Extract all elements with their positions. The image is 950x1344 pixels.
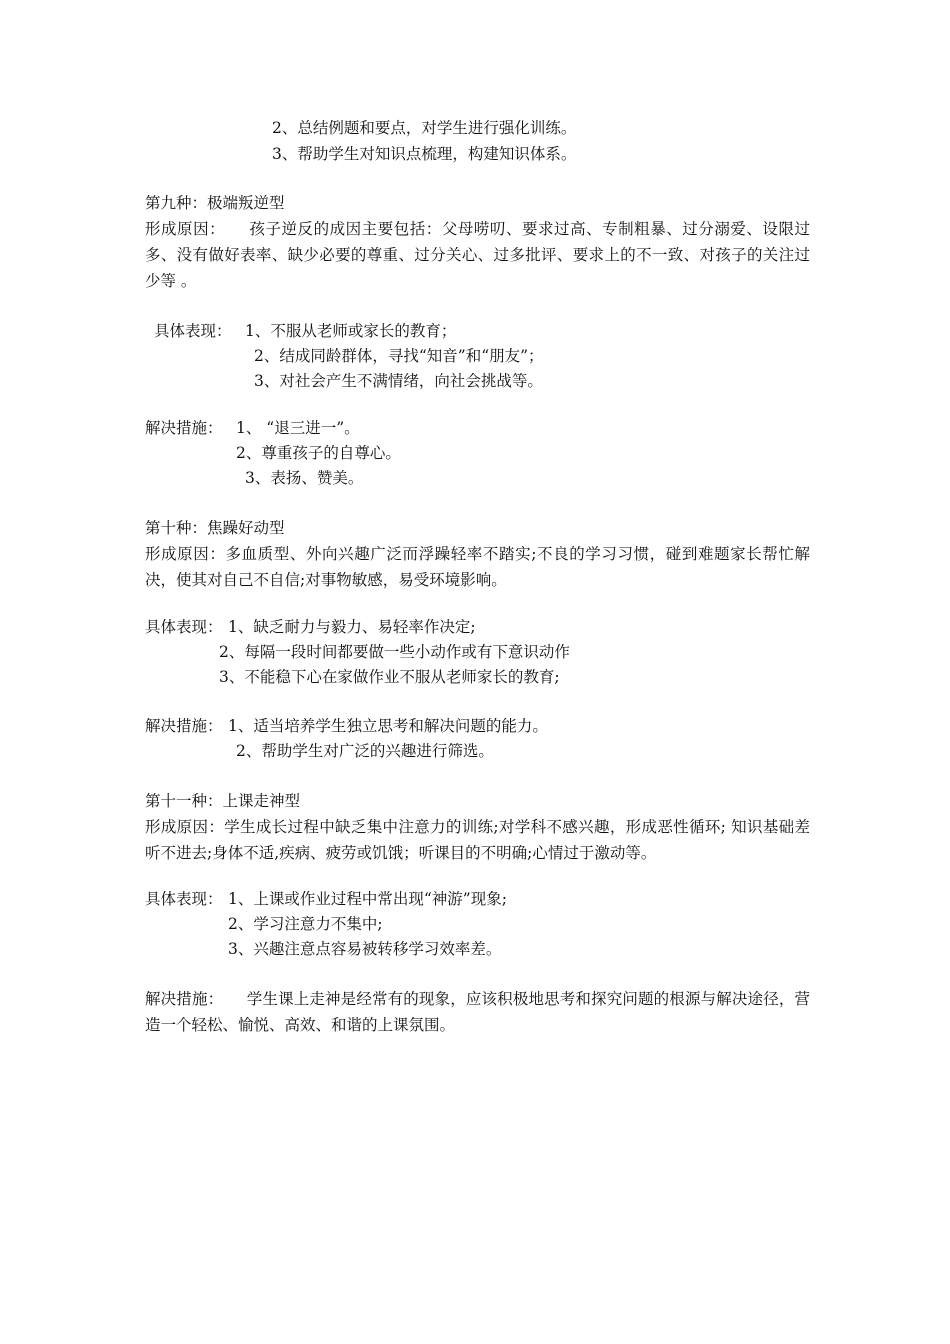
solution-paragraph: 解决措施： 学生课上走神是经常有的现象，应该积极地思考和探究问题的根源与解决途径，营造一个轻松、愉悦、高效、和谐的上课氛围。 [145, 990, 810, 1034]
list-item: 1、缺乏耐力与毅力、易轻率作决定; [228, 618, 476, 636]
list-item: 2、尊重孩子的自尊心。 [236, 444, 401, 462]
cause-paragraph: 形成原因：学生成长过程中缺乏集中注意力的训练;对学科不感兴趣，形成恶性循环; 知识基础差听不进去;身体不适,疾病、疲劳或饥饿；听课目的不明确;心情过于激动等。 [145, 818, 810, 862]
list-item: 1、适当培养学生独立思考和解决问题的能力。 [228, 717, 548, 735]
cause-paragraph: 形成原因： 孩子逆反的成因主要包括：父母唠叨、要求过高、专制粗暴、过分溺爱、设限过多、没有做好表率、缺少必要的尊重、过分关心、过多批评、要求上的不一致、对孩子的关注过少等 。 [145, 220, 810, 290]
expression-label: 具体表现： [145, 890, 223, 908]
list-item: 3、兴趣注意点容易被转移学习效率差。 [228, 940, 502, 958]
section-heading: 第十种：焦躁好动型 [145, 519, 285, 537]
list-item: 3、对社会产生不满情绪，向社会挑战等。 [254, 372, 543, 390]
list-item: 2、结成同龄群体，寻找“知音”和“朋友”； [254, 347, 544, 365]
solution-label: 解决措施： [145, 419, 223, 437]
list-item: 3、不能稳下心在家做作业不服从老师家长的教育; [219, 668, 560, 686]
list-item: 3、帮助学生对知识点梳理，构建知识体系。 [272, 145, 577, 163]
list-item: 2、总结例题和要点，对学生进行强化训练。 [272, 119, 577, 137]
section-heading: 第十一种：上课走神型 [145, 792, 301, 810]
expression-label: 具体表现： [154, 322, 232, 340]
cause-paragraph: 形成原因：多血质型、外向兴趣广泛而浮躁轻率不踏实;不良的学习习惯，碰到难题家长帮忙解决，使其对自己不自信;对事物敏感，易受环境影响。 [145, 545, 810, 589]
list-item: 1、不服从老师或家长的教育； [245, 322, 457, 340]
list-item: 2、帮助学生对广泛的兴趣进行筛选。 [236, 742, 494, 760]
list-item: 1、上课或作业过程中常出现“神游”现象; [228, 890, 507, 908]
list-item: 2、每隔一段时间都要做一些小动作或有下意识动作 [219, 643, 570, 661]
expression-label: 具体表现： [145, 618, 223, 636]
list-item: 2、学习注意力不集中; [228, 915, 383, 933]
solution-label: 解决措施： [145, 717, 223, 735]
list-item: 1、 “退三进一”。 [236, 419, 360, 437]
list-item: 3、表扬、赞美。 [245, 469, 364, 487]
section-heading: 第九种：极端叛逆型 [145, 194, 285, 212]
